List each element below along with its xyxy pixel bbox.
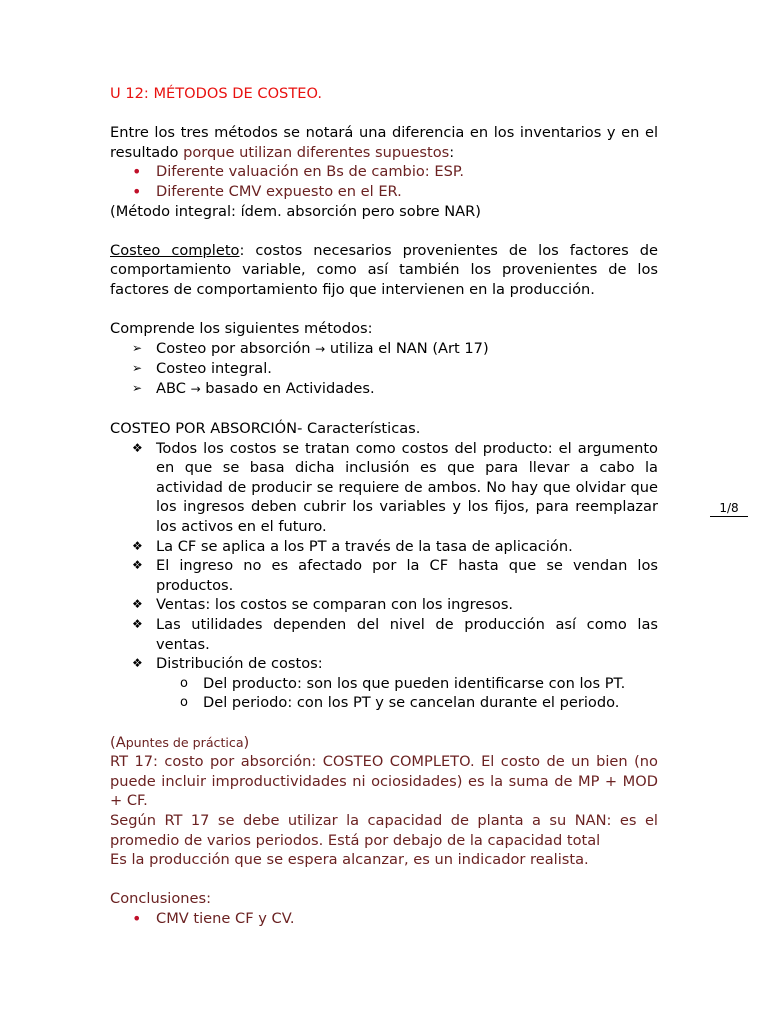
bullet-icon: • <box>132 181 142 201</box>
right-arrow-icon: → <box>190 381 201 396</box>
absorcion-heading: COSTEO POR ABSORCIÓN- Características. <box>110 420 421 438</box>
diamond-bullet-icon: ❖ <box>132 440 143 455</box>
list-item: • Diferente CMV expuesto en el ER. <box>132 181 402 201</box>
practice-notes-label: (Apuntes de práctica) <box>110 733 250 751</box>
right-arrow-icon: → <box>315 341 326 356</box>
intro-paragraph <box>110 123 658 162</box>
diamond-bullet-icon: ❖ <box>132 617 143 632</box>
costeo-completo-term: Costeo completo <box>110 241 240 259</box>
integral-note: (Método integral: ídem. absorción pero sobre NAR) <box>110 202 481 220</box>
methods-intro: Comprende los siguientes métodos: <box>110 320 373 338</box>
segun-rt17-note: Según RT 17 se debe utilizar la capacidad de planta a su NAN: es el promedio de varios periodos. Está por debajo de la capacidad total <box>110 811 658 849</box>
page-number: 1/8 <box>710 500 748 517</box>
characteristics-list <box>110 439 658 674</box>
intro-text: Entre los tres métodos se notará una diferencia en los inventarios y en el resultado <box>110 124 658 161</box>
diamond-bullet-icon: ❖ <box>132 538 143 553</box>
intro-bullet-list <box>110 162 658 201</box>
produccion-note: Es la producción que se espera alcanzar, es un indicador realista. <box>110 851 589 869</box>
intro-colon: : <box>449 143 455 161</box>
arrow-bullet-icon: ➢ <box>132 361 143 376</box>
circle-bullet-icon: o <box>180 675 188 691</box>
list-item: • CMV tiene CF y CV. <box>132 908 295 928</box>
arrow-bullet-icon: ➢ <box>132 380 143 395</box>
distribution-list <box>110 674 658 713</box>
costeo-completo-paragraph <box>110 241 658 300</box>
diamond-bullet-icon: ❖ <box>132 656 143 671</box>
rt17-note: RT 17: costo por absorción: COSTEO COMPLETO. El costo de un bien (no puede incluir improductividades ni ociosidades) es la suma de MP + MOD + CF. <box>110 753 658 810</box>
methods-list <box>110 339 658 400</box>
conclusions-list <box>110 909 658 929</box>
list-item: ❖ Distribución de costos: <box>132 655 323 673</box>
diamond-bullet-icon: ❖ <box>132 558 143 573</box>
conclusions-heading: Conclusiones: <box>110 890 212 908</box>
list-item: ❖ La CF se aplica a los PT a través de la tasa de aplicación. <box>132 537 573 555</box>
list-item: ❖ El ingreso no es afectado por la CF hasta que se vendan los productos. <box>132 557 658 594</box>
circle-bullet-icon: o <box>180 695 188 711</box>
intro-highlight: porque utilizan diferentes supuestos <box>183 143 450 161</box>
list-item: ❖ Las utilidades dependen del nivel de producción así como las ventas. <box>132 616 658 653</box>
list-item: ❖ Ventas: los costos se comparan con los ingresos. <box>132 596 514 614</box>
page-title: U 12: MÉTODOS DE COSTEO. <box>110 85 322 102</box>
arrow-bullet-icon: ➢ <box>132 340 143 355</box>
list-item: ➢ Costeo integral. <box>132 360 272 378</box>
diamond-bullet-icon: ❖ <box>132 597 143 612</box>
list-item: o Del producto: son los que pueden identificarse con los PT. <box>180 674 626 692</box>
list-item: o Del periodo: con los PT y se cancelan durante el periodo. <box>180 694 620 712</box>
costeo-completo-definition: : costos necesarios provenientes de los factores de comportamiento variable, como así también los provenientes de los factores de comportamiento fijo que intervienen en la producción. <box>110 241 658 298</box>
list-item: ❖ Todos los costos se tratan como costos del producto: el argumento en que se basa dicha inclusión es que para llevar a cabo la actividad de producir se requiere de ambos. No hay que olvidar que los ingresos deben cubrir los variables y los fijos, para reemplazar los activos en el futuro. <box>132 439 658 536</box>
list-item: ➢ ABC → basado en Actividades. <box>132 379 375 397</box>
list-item: ➢ Costeo por absorción → utiliza el NAN (Art 17) <box>132 339 489 357</box>
bullet-icon: • <box>132 162 142 182</box>
list-item: • Diferente valuación en Bs de cambio: ESP. <box>132 162 465 182</box>
document-page <box>110 84 658 929</box>
bullet-icon: • <box>132 908 142 928</box>
